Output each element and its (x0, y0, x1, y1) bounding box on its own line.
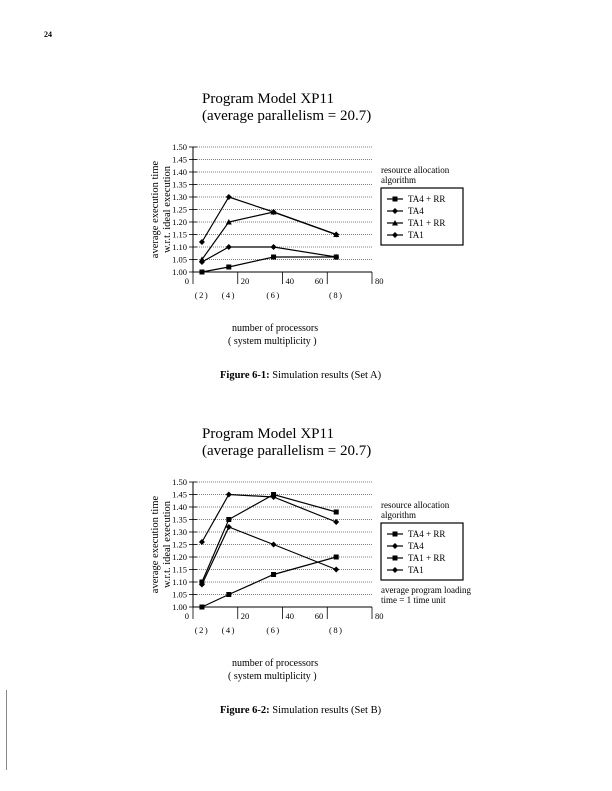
x-tick-label: 0 (184, 611, 189, 621)
figure-caption-text: Simulation results (Set B) (269, 705, 382, 716)
figure-caption (220, 705, 382, 716)
data-point-s2-2 (226, 194, 232, 200)
x-tick-label: 80 (375, 611, 384, 621)
y-tick-label: 1.30 (172, 192, 187, 202)
y-axis-label-2: w.r.t. ideal execution (162, 165, 173, 254)
data-point-s1-2 (226, 517, 231, 522)
margin-rule (6, 690, 7, 770)
y-tick-label: 1.25 (172, 204, 187, 215)
y-tick-label: 1.35 (172, 514, 187, 525)
x-axis-label-2: ( system multiplicity ) (228, 671, 317, 682)
legend-marker (392, 543, 398, 549)
data-point-s3-4 (334, 555, 339, 560)
x-tick-label: 20 (240, 276, 250, 286)
figure-6-2-chart (0, 410, 612, 770)
legend-marker (392, 232, 398, 238)
y-tick-label: 1.40 (172, 167, 187, 177)
y-axis-label: average execution time (150, 495, 161, 594)
x-tick-label: 0 (184, 276, 189, 286)
y-tick-label: 1.00 (172, 267, 187, 277)
legend-marker (393, 197, 398, 202)
multiplicity-label: (6) (266, 290, 281, 300)
data-point-s3-1 (199, 605, 204, 610)
data-point-s4-1 (199, 259, 205, 265)
y-tick-label: 1.25 (172, 539, 187, 550)
y-tick-label: 1.10 (172, 242, 187, 252)
data-point-s4-3 (271, 244, 277, 250)
data-point-s4-2 (226, 244, 232, 250)
y-tick-label: 1.30 (172, 527, 187, 537)
legend-entry: TA4 + RR (408, 529, 446, 539)
multiplicity-label: (6) (266, 625, 281, 635)
legend-entry: TA4 (408, 541, 424, 551)
page-number: 24 (44, 30, 52, 39)
y-tick-label: 1.40 (172, 502, 187, 512)
y-tick-label: 1.05 (172, 254, 187, 265)
legend-entry: TA4 (408, 206, 424, 216)
x-tick-label: 60 (314, 276, 324, 286)
data-point-s2-4 (333, 519, 339, 525)
multiplicity-label: (2) (194, 625, 210, 635)
multiplicity-label: (8) (328, 290, 344, 300)
data-point-s3-3 (271, 572, 276, 577)
data-point-s4-4 (333, 567, 339, 573)
multiplicity-label: (2) (194, 290, 210, 300)
legend-title-2: algorithm (381, 175, 416, 185)
series-line-1 (202, 495, 336, 583)
y-axis-label: average execution time (150, 160, 161, 259)
legend-entry: TA4 + RR (408, 194, 446, 204)
legend-entry: TA1 (408, 565, 424, 575)
series-line-3 (202, 212, 336, 260)
y-tick-label: 1.05 (172, 589, 187, 600)
y-tick-label: 1.50 (172, 142, 187, 152)
y-axis-label-2: w.r.t. ideal execution (162, 500, 173, 589)
y-tick-label: 1.20 (172, 552, 187, 562)
chart-subtitle: (average parallelism = 20.7) (202, 443, 372, 459)
x-tick-label: 60 (314, 611, 324, 621)
y-tick-label: 1.45 (172, 154, 187, 165)
chart-title: Program Model XP11 (202, 426, 334, 442)
legend-title-2: algorithm (381, 510, 416, 520)
data-point-s1-3 (271, 255, 276, 260)
legend-marker (392, 567, 398, 573)
figure-6-1-chart (0, 75, 612, 435)
multiplicity-label: (4) (221, 290, 237, 300)
data-point-s2-1 (199, 539, 205, 545)
legend-marker (393, 532, 398, 537)
legend-entry: TA1 (408, 230, 424, 240)
chart-note: average program loading (381, 585, 471, 595)
data-point-s2-2 (226, 492, 232, 498)
figure-caption-label: Figure 6-2: (220, 705, 270, 716)
legend-entry: TA1 + RR (408, 218, 446, 228)
x-tick-label: 40 (285, 276, 294, 286)
y-tick-label: 1.15 (172, 564, 187, 575)
multiplicity-label: (4) (221, 625, 237, 635)
data-point-s3-2 (226, 592, 231, 597)
chart-note-2: time = 1 time unit (381, 595, 446, 605)
data-point-s2-1 (199, 239, 205, 245)
y-tick-label: 1.20 (172, 217, 187, 227)
legend-marker (392, 208, 398, 214)
legend-title: resource allocation (381, 500, 450, 510)
data-point-s1-2 (226, 265, 231, 270)
data-point-s1-4 (334, 510, 339, 515)
legend-title: resource allocation (381, 165, 450, 175)
legend-marker (393, 556, 398, 561)
x-axis-label-2: ( system multiplicity ) (228, 336, 317, 347)
y-tick-label: 1.35 (172, 179, 187, 190)
series-line-2 (202, 197, 336, 242)
chart-title: Program Model XP11 (202, 91, 334, 107)
y-tick-label: 1.10 (172, 577, 187, 587)
data-point-s4-3 (271, 542, 277, 548)
x-tick-label: 40 (285, 611, 294, 621)
x-axis-label: number of processors (232, 658, 319, 669)
figure-caption-text: Simulation results (Set A) (269, 370, 382, 381)
data-point-s1-1 (199, 270, 204, 275)
chart-subtitle: (average parallelism = 20.7) (202, 108, 372, 124)
y-tick-label: 1.50 (172, 477, 187, 487)
y-tick-label: 1.15 (172, 229, 187, 240)
multiplicity-label: (8) (328, 625, 344, 635)
figure-caption-label: Figure 6-1: (220, 370, 270, 381)
x-tick-label: 80 (375, 276, 384, 286)
x-axis-label: number of processors (232, 323, 319, 334)
y-tick-label: 1.45 (172, 489, 187, 500)
y-tick-label: 1.00 (172, 602, 187, 612)
figure-caption (220, 370, 382, 381)
legend-entry: TA1 + RR (408, 553, 446, 563)
x-tick-label: 20 (240, 611, 250, 621)
